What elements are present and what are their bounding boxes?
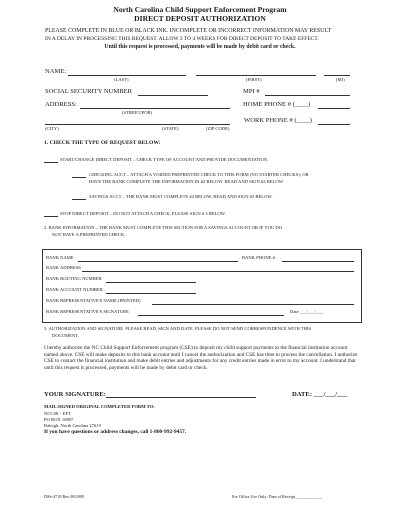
last-label: (LAST)	[114, 77, 129, 82]
home-phone-label: HOME PHONE # (____)	[243, 101, 311, 108]
office-use-label: For Office Use Only: Date of Receipt_____________	[232, 494, 323, 499]
mpi-label: MPI #	[243, 88, 260, 95]
account-label: BANK ACCOUNT NUMBER	[46, 287, 103, 292]
bank-name-line[interactable]	[78, 261, 238, 262]
bank-phone-label: BANK PHONE #	[242, 255, 275, 260]
mail-line-4: Raleigh, North Carolina 27619	[44, 423, 101, 428]
routing-line[interactable]	[106, 282, 196, 283]
authorization-text: I hereby authorize the NC Child Support Enforcement program (CSE) to deposit my child support payments to the financial institution account named above. CSE will make deposits to this bank account until I cancel the authorization and CSE has time to process the cancellation. I authorize CSE to contact the financial institution and make debit entries and adjustments for any credit entries made in error to my account. I understand that until this request is processed, payments will be made by debit card or check.	[44, 345, 358, 371]
ssn-label: SOCIAL SECURITY NUMBER	[45, 88, 133, 95]
mail-line-2: NCCSE - EFT	[44, 411, 71, 416]
ssn-line[interactable]	[138, 95, 208, 96]
questions-line: If you have questions or address changes, call 1-800-992-9457.	[44, 429, 187, 435]
rep-name-line[interactable]	[152, 304, 354, 305]
bank-phone-line[interactable]	[282, 261, 354, 262]
rep-date-label: Date ___/___/___	[290, 309, 324, 314]
rep-signature-label: BANK REPRESENTATIVE'S SIGNATURE	[46, 309, 129, 314]
form-title: North Carolina Child Support Enforcement Program	[113, 5, 287, 14]
mi-label: (MI)	[336, 77, 345, 82]
home-phone-line[interactable]	[318, 108, 350, 109]
zip-label: (ZIP CODE)	[206, 126, 230, 131]
option-start-change: START/CHANGE DIRECT DEPOSIT – CHECK TYPE OF ACCOUNT AND PROVIDE DOCUMENTATION.	[60, 157, 269, 162]
checkbox-start-change[interactable]	[44, 162, 58, 163]
city-state-zip-line[interactable]	[45, 124, 230, 125]
checkbox-checking[interactable]	[72, 177, 86, 178]
form-number: DSS-4718 Rev 08/2009	[44, 494, 85, 499]
work-phone-line[interactable]	[318, 124, 350, 125]
signature-date-label: DATE: ___/___/___	[292, 391, 348, 398]
rep-signature-line[interactable]	[138, 315, 284, 316]
your-signature-label: YOUR SIGNATURE:	[44, 391, 106, 398]
option-checking-1: CHECKING ACCT – ATTACH A VOIDED PREPRINTED CHECK TO THIS FORM (NO STARTER CHECKS); OR	[89, 172, 309, 177]
last-name-line[interactable]	[68, 75, 186, 76]
state-label: (STATE)	[162, 126, 179, 131]
street-line[interactable]	[80, 108, 230, 109]
work-phone-label: WORK PHONE # (____)	[244, 117, 312, 124]
bank-name-label: BANK NAME	[46, 255, 74, 260]
option-savings: SAVINGS ACCT – THE BANK MUST COMPLETE #2 BELOW. READ AND SIGN #3 BELOW.	[89, 194, 273, 199]
instruction-line-2: IN A DELAY IN PROCESSING THIS REQUEST. ALLOW 3 TO 4 WEEKS FOR DIRECT DEPOSIT TO TAKE EFFECT.	[45, 36, 319, 42]
bank-address-line[interactable]	[82, 271, 354, 272]
section-3-heading-2: DOCUMENT.	[52, 333, 79, 338]
instruction-line-3: Until this request is processed, payments will be made by debit card or check.	[104, 44, 296, 50]
rep-name-label: BANK REPRESENTATIVE'S NAME (PRINTED)	[46, 298, 141, 303]
section-2-heading-1: 2. BANK INFORMATION – THE BANK MUST COMPLETE THIS SECTION FOR A SAVINGS ACCOUNT OR IF YOU DO	[44, 225, 283, 230]
city-label: (CITY)	[45, 126, 59, 131]
instruction-line-1: PLEASE COMPLETE IN BLUE OR BLACK INK. INCOMPLETE OR INCORRECT INFORMATION MAY RESULT	[45, 28, 332, 34]
middle-initial-line[interactable]	[324, 75, 350, 76]
first-name-line[interactable]	[196, 75, 316, 76]
form-subtitle: DIRECT DEPOSIT AUTHORIZATION	[134, 14, 266, 23]
mpi-line[interactable]	[265, 95, 350, 96]
section-1-heading: 1. CHECK THE TYPE OF REQUEST BELOW:	[44, 140, 161, 146]
checkbox-stop[interactable]	[44, 216, 58, 217]
mail-line-3: PO BOX 10807	[44, 417, 74, 422]
your-signature-line[interactable]	[106, 397, 256, 398]
option-checking-2: HAVE THE BANK COMPLETE THE INFORMATION IN #2 BELOW. READ AND SIGN #3 BELOW.	[89, 179, 284, 184]
bank-address-label: BANK ADDRESS	[46, 265, 81, 270]
option-stop: STOP DIRECT DEPOSIT – DO NOT ATTACH A CHECK. PLEASE SIGN # 3 BELOW.	[60, 211, 226, 216]
section-3-heading-1: 3. AUTHORIZATION AND SIGNATURE. PLEASE READ, SIGN AND DATE. PLEASE DO NOT SEND CORRESPONDENCE WITH THIS	[44, 326, 312, 331]
street-label: (STREET/POB)	[122, 110, 153, 115]
first-label: (FIRST)	[246, 77, 262, 82]
checkbox-savings[interactable]	[72, 199, 86, 200]
section-2-heading-2: NOT HAVE A PREPRINTED CHECK.	[52, 232, 126, 237]
routing-label: BANK ROUTING NUMBER	[46, 276, 102, 281]
mail-heading: MAIL SIGNED ORIGINAL COMPLETED FORM TO:	[44, 404, 155, 409]
account-line[interactable]	[106, 293, 196, 294]
address-label: ADDRESS:	[45, 101, 77, 108]
name-label: NAME:	[45, 68, 67, 75]
